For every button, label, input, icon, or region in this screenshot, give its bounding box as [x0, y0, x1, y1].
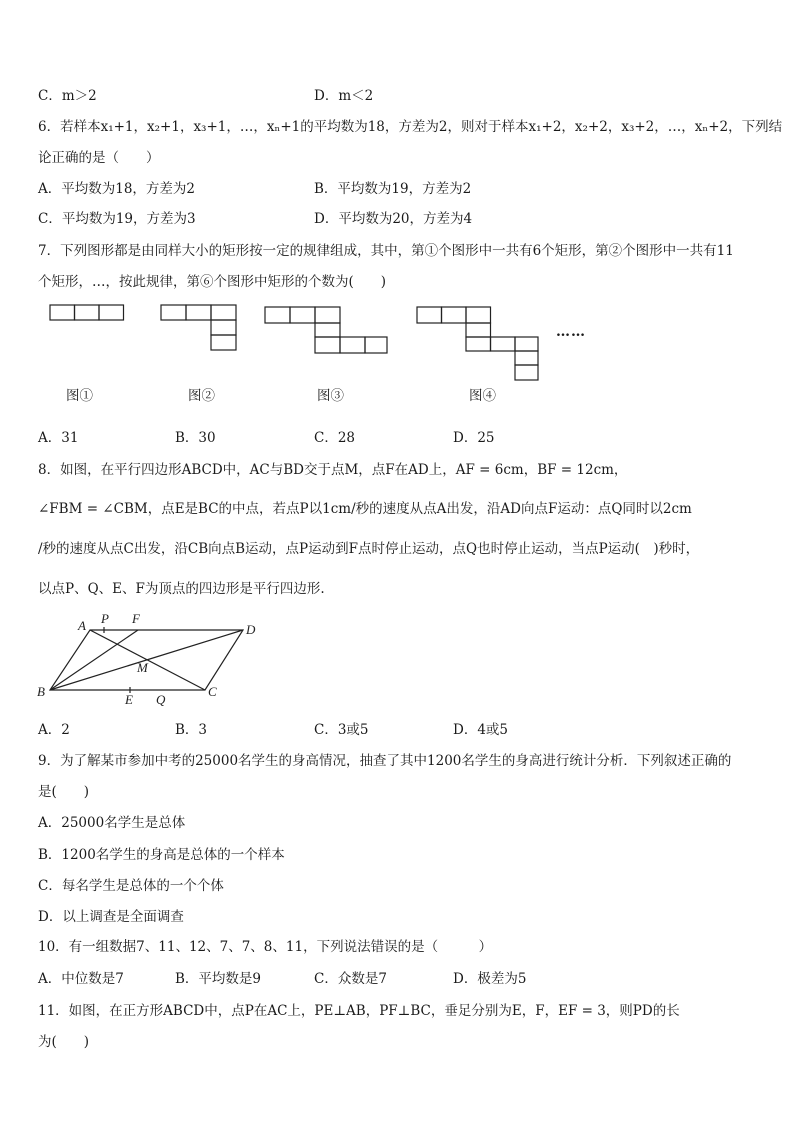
q6-option-d: D．平均数为20，方差为4: [314, 211, 473, 227]
q5-option-d: D．m＜2: [314, 88, 374, 104]
q10-option-b: B．平均数是9: [175, 971, 262, 987]
fig1-rect: [50, 305, 75, 320]
fig4-rect: [466, 307, 491, 323]
fig2-rect: [211, 305, 236, 320]
q9-stem-line2: 是( ): [38, 784, 90, 800]
point-p-label: P: [101, 611, 109, 626]
q6-option-c: C．平均数为19，方差为3: [38, 211, 196, 227]
q7-ellipsis: ……: [556, 324, 586, 340]
q7-option-c: C．28: [314, 430, 356, 446]
q7-stem-line1: 7．下列图形都是由同样大小的矩形按一定的规律组成，其中，第①个图形中一共有6个矩形，第②个图形中一共有11: [38, 243, 734, 259]
q8-option-a: A．2: [38, 722, 70, 738]
q7-rectangle-figures: [0, 295, 794, 415]
q7-stem-line2: 个矩形，…，按此规律，第⑥个图形中矩形的个数为( ): [38, 274, 387, 290]
q8-stem-line1: 8．如图，在平行四边形ABCD中，AC与BD交于点M，点F在AD上，AF = 6cm，BF = 12cm，: [38, 462, 628, 478]
fig3-rect: [365, 337, 387, 353]
fig3-rect: [265, 307, 290, 323]
q8-stem-line2: ∠FBM = ∠CBM，点E是BC的中点，若点P以1cm/秒的速度从点A出发，沿AD向点F运动：点Q同时以2cm: [38, 501, 692, 517]
q6-stem-line2: 论正确的是（ ）: [38, 150, 160, 166]
fig1-rect: [75, 305, 100, 320]
point-q-label: Q: [156, 692, 166, 707]
q9-option-b: B．1200名学生的身高是总体的一个样本: [38, 847, 285, 863]
fig3-rect: [315, 337, 340, 353]
point-m-label: M: [137, 660, 148, 675]
q7-fig1-label: 图①: [66, 388, 93, 404]
q7-option-d: D．25: [453, 430, 495, 446]
fig4-rect: [515, 337, 538, 351]
q7-option-b: B．30: [175, 430, 216, 446]
q9-option-a: A．25000名学生是总体: [38, 815, 186, 831]
fig3-rect: [315, 307, 340, 323]
q11-stem-line2: 为( ): [38, 1034, 90, 1050]
fig4-rect: [491, 337, 516, 351]
fig4-rect: [466, 337, 491, 351]
q7-fig4-label: 图④: [469, 388, 496, 404]
q7-fig2-label: 图②: [188, 388, 215, 404]
fig3-rect: [340, 337, 365, 353]
q8-stem-line4: 以点P、Q、E、F为顶点的四边形是平行四边形.: [38, 581, 325, 597]
fig2-rect: [211, 335, 236, 350]
q10-option-a: A．中位数是7: [38, 971, 124, 987]
fig3-rect: [315, 323, 340, 337]
q7-option-a: A．31: [38, 430, 79, 446]
q7-fig3-label: 图③: [317, 388, 344, 404]
fig4-rect: [515, 365, 538, 380]
point-e-label: E: [125, 692, 133, 707]
q6-option-b: B．平均数为19，方差为2: [314, 181, 472, 197]
q10-option-d: D．极差为5: [453, 971, 527, 987]
q11-stem-line1: 11．如图，在正方形ABCD中，点P在AC上，PE⊥AB，PF⊥BC，垂足分别为E，F，EF = 3，则PD的长: [38, 1003, 680, 1019]
fig2-rect: [211, 320, 236, 335]
point-b-label: B: [37, 684, 45, 699]
q10-option-c: C．众数是7: [314, 971, 387, 987]
q8-option-c: C．3或5: [314, 722, 369, 738]
fig3-rect: [290, 307, 315, 323]
fig1-rect: [99, 305, 124, 320]
q9-option-d: D．以上调查是全面调查: [38, 909, 184, 925]
q9-option-c: C．每名学生是总体的一个个体: [38, 878, 224, 894]
fig4-rect: [442, 307, 467, 323]
q8-stem-line3: /秒的速度从点C出发，沿CB向点B运动，点P运动到F点时停止运动，点Q也时停止运动，当点P运动( )秒时，: [38, 541, 700, 557]
point-c-label: C: [208, 684, 217, 699]
q8-option-d: D．4或5: [453, 722, 509, 738]
q8-option-b: B．3: [175, 722, 208, 738]
fig4-rect: [466, 323, 491, 337]
point-d-label: D: [246, 622, 256, 637]
fig4-rect: [515, 351, 538, 365]
fig4-rect: [417, 307, 442, 323]
q6-option-a: A．平均数为18，方差为2: [38, 181, 196, 197]
point-f-label: F: [132, 611, 140, 626]
q8-parallelogram-figure: [0, 605, 794, 710]
fig2-rect: [161, 305, 186, 320]
q9-stem-line1: 9．为了解某市参加中考的25000名学生的身高情况，抽查了其中1200名学生的身高进行统计分析．下列叙述正确的: [38, 753, 732, 769]
point-a-label: A: [78, 618, 86, 633]
q6-stem-line1: 6．若样本x₁+1，x₂+1，x₃+1，…，xₙ+1的平均数为18，方差为2，则对于样本x₁+2，x₂+2，x₃+2，…，xₙ+2，下列结: [38, 119, 783, 135]
fig2-rect: [186, 305, 211, 320]
q5-option-c: C．m＞2: [38, 88, 97, 104]
q10-stem: 10．有一组数据7、11、12、7、7、8、11，下列说法错误的是（ ）: [38, 939, 493, 955]
